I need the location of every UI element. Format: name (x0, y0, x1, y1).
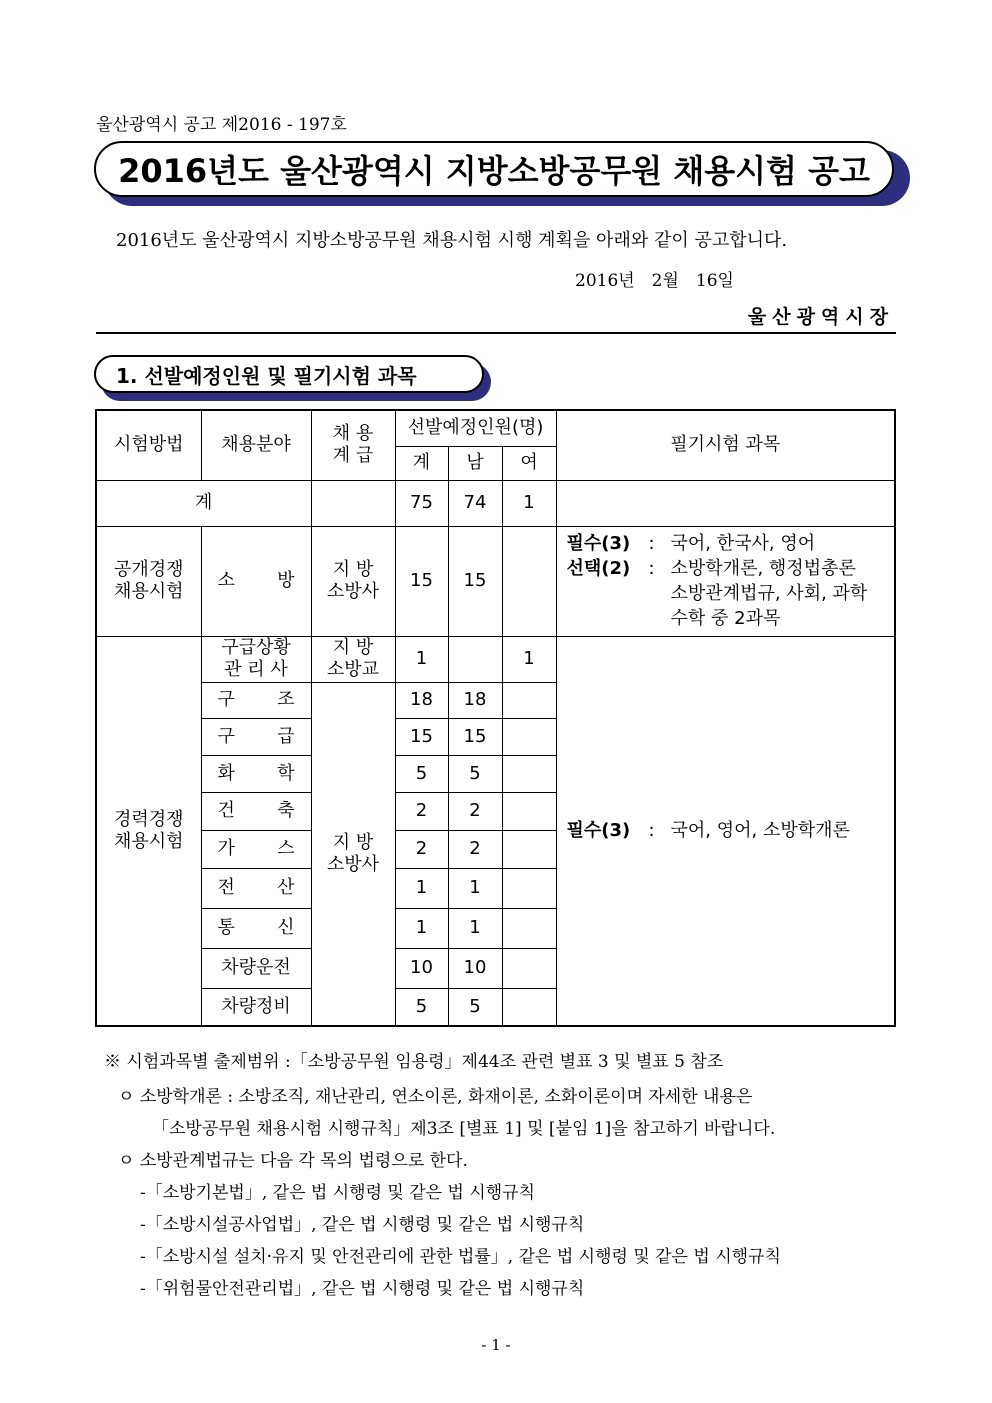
career-field-5 (201, 830, 311, 868)
career-male-2: 15 (448, 718, 502, 755)
career-total-8: 10 (395, 948, 448, 988)
career-field-4-b: 축 (277, 800, 295, 821)
career-field-8: 차량운전 (201, 948, 311, 988)
career-field-9: 차량정비 (201, 988, 311, 1026)
header-method: 시험방법 (96, 410, 201, 480)
career-field-0-line2: 관 리 사 (224, 659, 288, 680)
section-title: 1. 선발예정인원 및 필기시험 과목 (94, 355, 484, 393)
open-req-label: 필수(3) (566, 533, 631, 554)
career-rank-b-line1: 지 방 (332, 831, 374, 853)
career-rank-a-line2: 소방교 (326, 659, 380, 680)
open-rank-line2: 소방사 (326, 581, 380, 602)
career-field-2-b: 급 (277, 725, 295, 747)
career-method-line1: 경력경쟁 (113, 808, 184, 830)
career-male-5: 2 (448, 830, 502, 868)
career-total-5: 2 (395, 830, 448, 868)
career-field-7 (201, 908, 311, 948)
career-rank-b-line2: 소방사 (326, 853, 380, 875)
career-total-6: 1 (395, 868, 448, 908)
career-male-0 (448, 636, 502, 682)
career-field-4 (201, 792, 311, 830)
career-field-7-a: 통 (217, 917, 235, 938)
law-item: -「위험물안전관리법」, 같은 법 시행령 및 같은 법 시행규칙 (140, 1279, 585, 1299)
career-field-2 (201, 718, 311, 755)
header-male: 남 (448, 446, 502, 480)
career-method (96, 636, 201, 1026)
open-subjects: 필수(3) : 국어, 한국사, 영어 선택(2) : 소방학개론, 행정법총론 소방관계법규, 사회, 과학 수학 중 2과목 (556, 526, 895, 636)
header-female: 여 (502, 446, 556, 480)
career-req-label: 필수(3) (566, 820, 631, 842)
total-female: 1 (502, 480, 556, 526)
exam-table (95, 409, 896, 1027)
open-method-line1: 공개경쟁 (113, 559, 184, 580)
career-field-6-b: 산 (277, 877, 295, 898)
total-rank (311, 480, 395, 526)
career-field-6 (201, 868, 311, 908)
career-total-7: 1 (395, 908, 448, 948)
career-field-0-line1: 구급상황 (221, 637, 291, 658)
career-field-3-b: 학 (277, 762, 295, 784)
law-item: -「소방시설공사업법」, 같은 법 시행령 및 같은 법 시행규칙 (140, 1215, 585, 1235)
career-total-4: 2 (395, 792, 448, 830)
career-female-8 (502, 948, 556, 988)
career-male-7: 1 (448, 908, 502, 948)
career-male-1: 18 (448, 682, 502, 718)
fire-theory-note-2: 「소방공무원 채용시험 시행규칙」제3조 [별표 1] 및 [붙임 1]을 참고하기 바랍니다. (152, 1119, 776, 1139)
career-field-5-b: 스 (277, 838, 295, 859)
career-rank-b (311, 682, 395, 1026)
career-total-3: 5 (395, 755, 448, 792)
career-field-1-a: 구 (217, 689, 235, 710)
open-field-a: 소 (217, 570, 235, 591)
open-rank (311, 526, 395, 636)
career-female-4 (502, 792, 556, 830)
career-female-9 (502, 988, 556, 1026)
open-method (96, 526, 201, 636)
career-male-4: 2 (448, 792, 502, 830)
header-quota: 선발예정인원(명) (395, 410, 556, 446)
career-female-3 (502, 755, 556, 792)
header-rank (311, 410, 395, 480)
total-male: 74 (448, 480, 502, 526)
intro-text: 2016년도 울산광역시 지방소방공무원 채용시험 시행 계획을 아래와 같이 공고합니다. (116, 230, 788, 251)
career-field-6-a: 전 (217, 877, 235, 898)
career-field-1 (201, 682, 311, 718)
career-male-6: 1 (448, 868, 502, 908)
scope-note: ※ 시험과목별 출제범위 :「소방공무원 임용령」제44조 관련 별표 3 및 별표 5 참조 (104, 1052, 724, 1072)
open-rank-line1: 지 방 (332, 559, 374, 580)
law-item: -「소방기본법」, 같은 법 시행령 및 같은 법 시행규칙 (140, 1183, 535, 1203)
career-female-2 (502, 718, 556, 755)
open-field-b: 방 (277, 570, 295, 591)
total-label: 계 (96, 480, 311, 526)
career-rank-a (311, 636, 395, 682)
career-female-5 (502, 830, 556, 868)
career-row (96, 636, 895, 682)
open-male: 15 (448, 526, 502, 636)
open-opt-text-3: 수학 중 2과목 (670, 608, 781, 629)
open-field (201, 526, 311, 636)
issuer-name: 울산광역시장 (747, 306, 894, 328)
header-rank-line2: 계 급 (332, 445, 374, 467)
total-count: 75 (395, 480, 448, 526)
career-male-9: 5 (448, 988, 502, 1026)
career-field-7-b: 신 (277, 917, 295, 938)
open-exam-row (96, 526, 895, 636)
header-total: 계 (395, 446, 448, 480)
law-intro-note: ㅇ 소방관계법규는 다음 각 목의 법령으로 한다. (118, 1151, 468, 1171)
career-field-3-a: 화 (217, 762, 235, 784)
career-req-text: 국어, 영어, 소방학개론 (670, 820, 850, 842)
table-header-row (96, 410, 895, 446)
career-rank-a-line1: 지 방 (332, 637, 374, 658)
career-total-9: 5 (395, 988, 448, 1026)
career-male-3: 5 (448, 755, 502, 792)
notice-number: 울산광역시 공고 제2016 - 197호 (96, 115, 347, 135)
notice-date: 2016년 2월 16일 (575, 271, 734, 291)
page-number: - 1 - (481, 1336, 511, 1354)
career-field-4-a: 건 (217, 800, 235, 821)
open-opt-text-1: 소방학개론, 행정법총론 (670, 558, 856, 579)
open-method-line2: 채용시험 (113, 581, 184, 602)
career-female-1 (502, 682, 556, 718)
open-opt-text-2: 소방관계법규, 사회, 과학 (670, 583, 868, 604)
page-title: 2016년도 울산광역시 지방소방공무원 채용시험 공고 (94, 141, 894, 197)
header-rank-line1: 채 용 (332, 423, 374, 445)
career-field-2-a: 구 (217, 725, 235, 747)
total-subjects (556, 480, 895, 526)
header-divider (96, 332, 896, 334)
career-field-1-b: 조 (277, 689, 295, 710)
open-opt-label: 선택(2) (566, 558, 631, 579)
career-female-7 (502, 908, 556, 948)
open-female (502, 526, 556, 636)
fire-theory-note-1: ㅇ 소방학개론 : 소방조직, 재난관리, 연소이론, 화재이론, 소화이론이며 자세한 내용은 (118, 1087, 753, 1107)
career-total-2: 15 (395, 718, 448, 755)
career-total-1: 18 (395, 682, 448, 718)
open-total: 15 (395, 526, 448, 636)
career-female-0: 1 (502, 636, 556, 682)
header-subjects: 필기시험 과목 (556, 410, 895, 480)
career-field-0 (201, 636, 311, 682)
career-female-6 (502, 868, 556, 908)
career-total-0: 1 (395, 636, 448, 682)
career-male-8: 10 (448, 948, 502, 988)
table-total-row (96, 480, 895, 526)
open-req-text: 국어, 한국사, 영어 (670, 533, 816, 554)
header-field: 채용분야 (201, 410, 311, 480)
career-field-3 (201, 755, 311, 792)
career-field-5-a: 가 (217, 838, 235, 859)
career-method-line2: 채용시험 (113, 830, 184, 852)
career-subjects: 필수(3) : 국어, 영어, 소방학개론 (556, 636, 895, 1026)
law-item: -「소방시설 설치·유지 및 안전관리에 관한 법률」, 같은 법 시행령 및 같은 법 시행규칙 (140, 1247, 781, 1267)
